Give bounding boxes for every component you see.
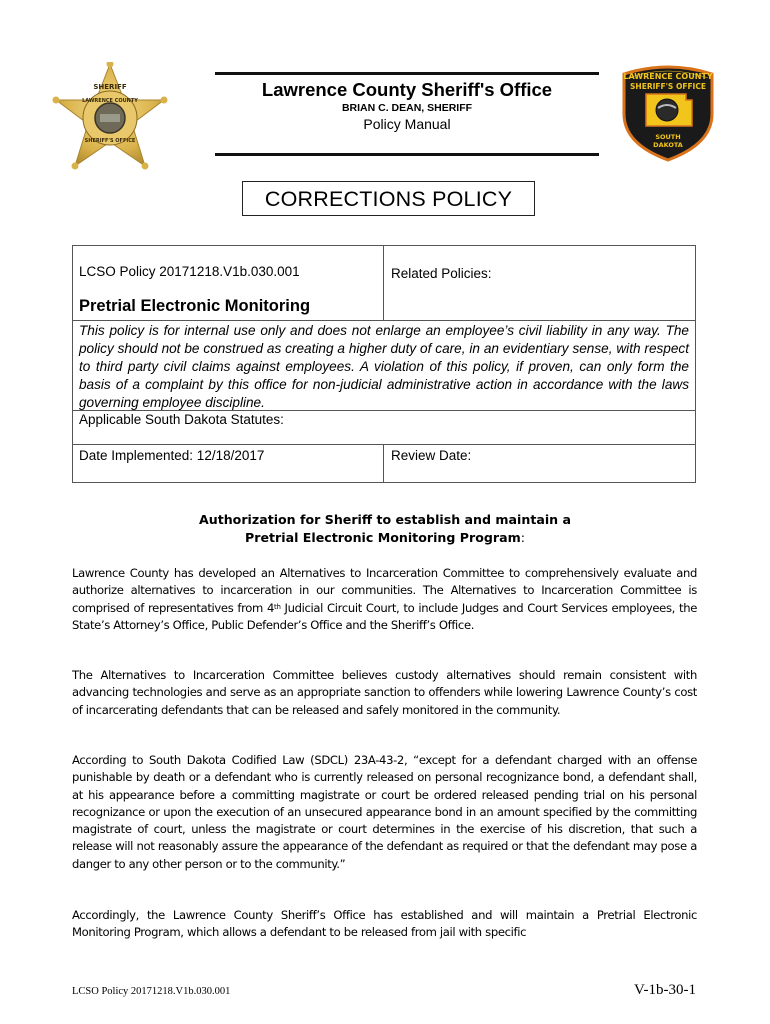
policy-disclaimer: This policy is for internal use only and does not enlarge an employee’s civil liability in any way. The policy should not be construed as creating a higher duty of care, in an evidentiary sense, with respect to third party civil claims against employees. A violation of this policy, if proven, can only form the basis of a complaint by this office for non-judicial administrative action in accordance with the laws governing employee discipline.	[79, 323, 689, 410]
table-row-divider	[73, 320, 695, 321]
svg-text:SHERIFF'S OFFICE: SHERIFF'S OFFICE	[84, 138, 136, 144]
paragraph-committee	[72, 565, 697, 634]
organization-title: Lawrence County Sheriff's Office	[261, 79, 553, 100]
section-heading-colon: :	[520, 530, 525, 545]
paragraph-text: Lawrence County has developed an Alternatives to Incarceration Committee to comprehensively evaluate and authorize alternatives to incarceration in our communities. The Alternatives to Incarceration Committee is comprised of representatives from 4	[72, 566, 697, 615]
sheriff-star-badge-icon	[50, 62, 170, 174]
table-row-divider	[73, 444, 695, 445]
svg-text:SOUTH: SOUTH	[655, 133, 681, 141]
svg-text:DAKOTA: DAKOTA	[653, 141, 683, 149]
footer-policy-reference: LCSO Policy 20171218.V1b.030.001	[72, 986, 231, 997]
footer-page-code: V-1b-30-1	[634, 982, 696, 998]
paragraph-alternatives: The Alternatives to Incarceration Committee believes custody alternatives should remain consistent with advancing technologies and serve as an appropriate sanction to offenders while lowering Lawrence County’s cost of incarcerating defendants that can be released and safely monitored in the community.	[72, 668, 697, 717]
ordinal-superscript: th	[274, 602, 281, 611]
section-heading	[120, 511, 650, 547]
svg-text:LAWRENCE COUNTY: LAWRENCE COUNTY	[82, 98, 138, 104]
sheriff-patch-icon	[620, 64, 716, 162]
section-heading-line2	[120, 529, 650, 547]
review-date-label: Review Date:	[391, 448, 472, 463]
table-row-divider	[73, 410, 695, 411]
svg-text:SHERIFF'S OFFICE: SHERIFF'S OFFICE	[630, 82, 706, 91]
paragraph-accordingly: Accordingly, the Lawrence County Sheriff’s Office has established and will maintain a Pretrial Electronic Monitoring Program, which allows a defendant to be released from jail with specific	[72, 908, 697, 940]
paragraph-sdcl-quote: According to South Dakota Codified Law (SDCL) 23A-43-2, “except for a defendant charged with an offense punishable by death or a defendant who is currently released on personal recognizance bond, a defendant shall, at his appearance before a committing magistrate or court be ordered released pending trial on his personal recognizance or upon the execution of an unsecured appearance bond in an amount specified by the committing magistrate of court, unless the magistrate or court determines in the exercise of his discretion, that such a release will not reasonably assure the appearance of the defendant as required or that the defendant may pose a danger to any other person or to the community.”	[72, 753, 697, 871]
paragraph-text: Judicial Circuit Court, to include Judges and Court Services employees, the State’s Attorney’s Office, Public Defender’s Office and the Sheriff’s Office.	[72, 600, 697, 632]
policy-info-table	[72, 245, 696, 483]
applicable-statutes-label: Applicable South Dakota Statutes:	[79, 412, 284, 427]
document-subtitle: Policy Manual	[363, 116, 451, 132]
policy-type-box: CORRECTIONS POLICY	[242, 181, 535, 216]
table-column-divider-top	[383, 246, 384, 321]
date-implemented: Date Implemented: 12/18/2017	[79, 448, 265, 463]
svg-text:LAWRENCE COUNTY: LAWRENCE COUNTY	[623, 72, 713, 81]
policy-title: Pretrial Electronic Monitoring	[79, 297, 311, 315]
section-heading-line2-text: Pretrial Electronic Monitoring Program	[245, 530, 521, 545]
svg-text:SHERIFF: SHERIFF	[93, 83, 127, 91]
policy-number: LCSO Policy 20171218.V1b.030.001	[79, 264, 300, 279]
related-policies-label: Related Policies:	[391, 266, 492, 281]
sheriff-name: BRIAN C. DEAN, SHERIFF	[341, 102, 473, 114]
table-column-divider-bottom	[383, 444, 384, 482]
section-heading-line1: Authorization for Sheriff to establish and maintain a	[198, 512, 572, 527]
header-bottom-rule	[215, 153, 599, 156]
header-top-rule	[215, 72, 599, 75]
